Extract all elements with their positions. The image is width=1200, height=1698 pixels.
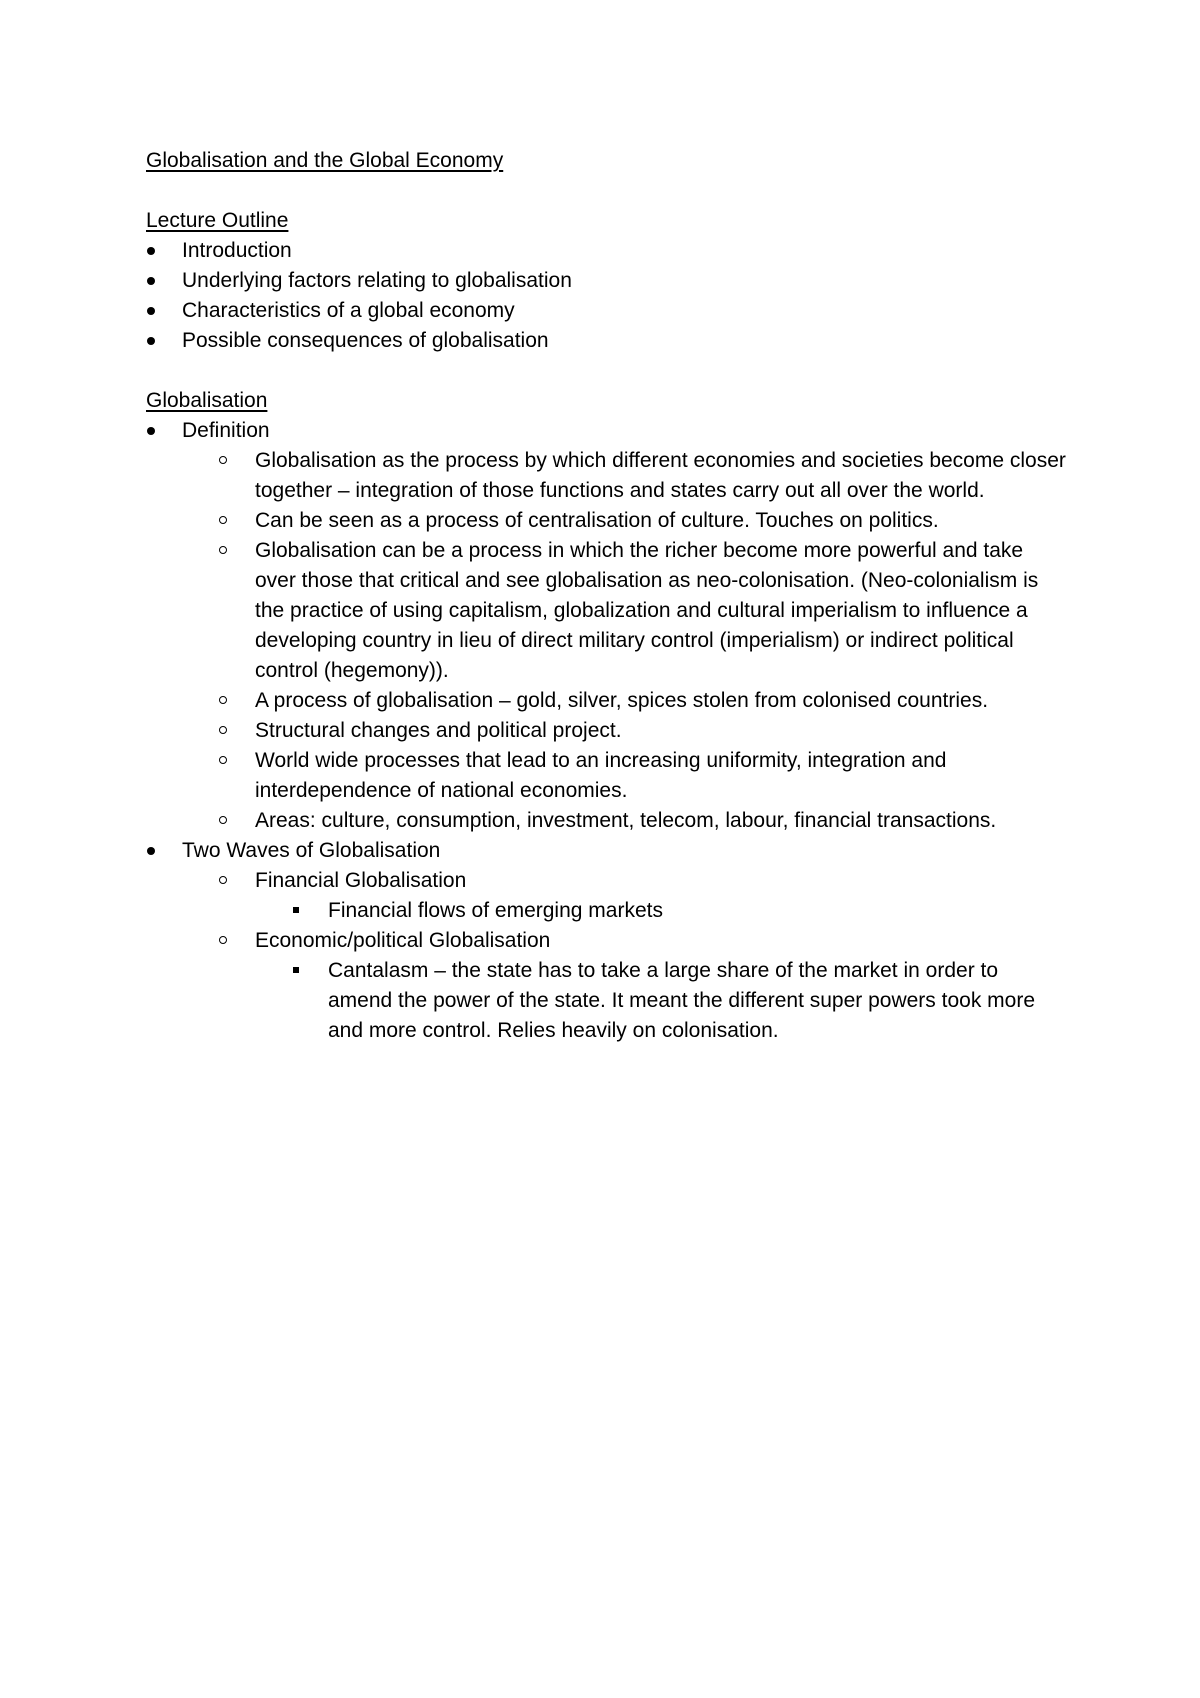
circle-bullet-icon xyxy=(219,546,227,554)
circle-bullet-icon xyxy=(219,516,227,524)
bullet-icon xyxy=(147,307,155,315)
bullet-icon xyxy=(147,277,155,285)
globalisation-list xyxy=(146,416,1066,1046)
circle-bullet-icon xyxy=(219,696,227,704)
list-item: World wide processes that lead to an increasing uniformity, integration and interdependence of national economies. xyxy=(219,746,1066,806)
circle-bullet-icon xyxy=(219,816,227,824)
square-bullet-icon xyxy=(293,907,299,913)
section-heading-globalisation: Globalisation xyxy=(146,389,268,412)
list-item: Financial Globalisation Financial flows of emerging markets xyxy=(219,866,1066,926)
list-item: Structural changes and political project. xyxy=(219,716,1066,746)
list-item: Can be seen as a process of centralisation of culture. Touches on politics. xyxy=(219,506,1066,536)
bullet-icon xyxy=(147,427,155,435)
circle-bullet-icon xyxy=(219,876,227,884)
outline-heading: Lecture Outline xyxy=(146,209,289,232)
bullet-icon xyxy=(147,247,155,255)
list-item: Financial flows of emerging markets xyxy=(292,896,1066,926)
list-item: Introduction xyxy=(146,236,1066,266)
circle-bullet-icon xyxy=(219,936,227,944)
spacer xyxy=(146,356,1066,386)
list-item: Underlying factors relating to globalisation xyxy=(146,266,1066,296)
document-title: Globalisation and the Global Economy xyxy=(146,149,504,172)
list-item: Characteristics of a global economy xyxy=(146,296,1066,326)
list-item: Economic/political Globalisation Cantalasm – the state has to take a large share of the market in order to amend the power of the state. It meant the different super powers took more and more control. Relies heavily on colonisation. xyxy=(219,926,1066,1046)
financial-sublist xyxy=(292,896,1066,926)
list-item: Cantalasm – the state has to take a large share of the market in order to amend the power of the state. It meant the different super powers took more and more control. Relies heavily on colonisation. xyxy=(292,956,1066,1046)
list-item: Possible consequences of globalisation xyxy=(146,326,1066,356)
document-body xyxy=(146,146,1066,1046)
circle-bullet-icon xyxy=(219,726,227,734)
waves-sublist xyxy=(219,866,1066,1046)
spacer xyxy=(146,176,1066,206)
list-item-waves: Two Waves of Globalisation Financial Globalisation Financial flows of emerging markets Economic/political Globalisation Cantalasm – the state has to take a large share of the market in order to amend the power of the state. It meant the different super powers took more and more control. Relies heavily on colonisation. xyxy=(146,836,1066,1046)
list-item: Globalisation can be a process in which the richer become more powerful and take over those that critical and see globalisation as neo-colonisation. (Neo-colonialism is the practice of using capitalism, globalization and cultural imperialism to influence a developing country in lieu of direct military control (imperialism) or indirect political control (hegemony)). xyxy=(219,536,1066,686)
list-item: Areas: culture, consumption, investment, telecom, labour, financial transactions. xyxy=(219,806,1066,836)
list-item-definition: Definition Globalisation as the process by which different economies and societies become closer together – integration of those functions and states carry out all over the world. Can be seen as a process of centralisation of culture. Touches on politics. Globalisation can be a process in which the richer become more powerful and take over those that critical and see globalisation as neo-colonisation. (Neo-colonialism is the practice of using capitalism, globalization and cultural imperialism to influence a developing country in lieu of direct military control (imperialism) or indirect political control (hegemony)). A process of globalisation – gold, silver, spices stolen from colonised countries. Structural changes and political project. World wide processes that lead to an increasing uniformity, integration and interdependence of national economies. Areas: culture, consumption, investment, telecom, labour, financial transactions. xyxy=(146,416,1066,836)
outline-list xyxy=(146,236,1066,356)
economic-sublist xyxy=(292,956,1066,1046)
list-item: A process of globalisation – gold, silver, spices stolen from colonised countries. xyxy=(219,686,1066,716)
square-bullet-icon xyxy=(293,967,299,973)
list-item: Globalisation as the process by which different economies and societies become closer together – integration of those functions and states carry out all over the world. xyxy=(219,446,1066,506)
bullet-icon xyxy=(147,337,155,345)
circle-bullet-icon xyxy=(219,756,227,764)
definition-sublist xyxy=(219,446,1066,836)
circle-bullet-icon xyxy=(219,456,227,464)
bullet-icon xyxy=(147,847,155,855)
